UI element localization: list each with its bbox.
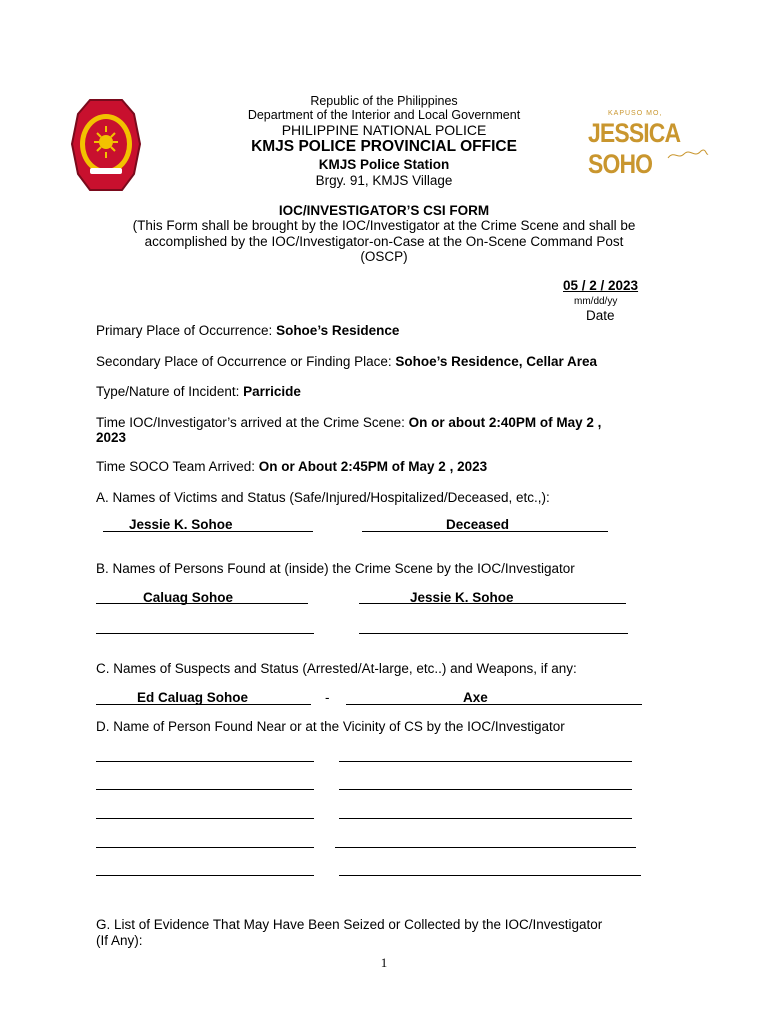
primary-place-value: Sohoe’s Residence: [276, 323, 400, 338]
primary-place-row: [96, 323, 399, 339]
person-found-line-4: [359, 633, 628, 634]
office-title: KMJS POLICE PROVINCIAL OFFICE: [251, 138, 517, 155]
secondary-place-row: [96, 354, 597, 370]
suspect-dash: -: [325, 690, 330, 705]
department-line: Department of the Interior and Local Government: [247, 108, 521, 122]
form-title: IOC/INVESTIGATOR’S CSI FORM: [278, 203, 490, 218]
vicinity-line-2b: [339, 789, 632, 790]
republic-line: Republic of the Philippines: [310, 94, 458, 108]
section-a-label: A. Names of Victims and Status (Safe/Injured/Hospitalized/Deceased, etc.,):: [96, 490, 550, 505]
instruction-line-3: (OSCP): [360, 249, 408, 264]
person-found-2: Jessie K. Sohoe: [410, 590, 514, 605]
suspect-name: Ed Caluag Sohoe: [137, 690, 249, 705]
person-found-line-3: [96, 633, 314, 634]
incident-type-row: [96, 384, 301, 400]
section-d-label: D. Name of Person Found Near or at the Vicinity of CS by the IOC/Investigator: [96, 719, 565, 734]
vicinity-line-2a: [96, 789, 314, 790]
instruction-line-1: (This Form shall be brought by the IOC/Investigator at the Crime Scene and shall be: [132, 218, 636, 233]
victim-status: Deceased: [446, 517, 510, 532]
soco-arrival-row: [96, 459, 487, 475]
weapon-name: Axe: [463, 690, 488, 705]
incident-type-value: Parricide: [243, 384, 301, 399]
vicinity-line-5b: [339, 875, 641, 876]
section-g-label-1: G. List of Evidence That May Have Been Seized or Collected by the IOC/Investigator: [96, 917, 603, 932]
jessica-soho-brand-logo: KAPUSO MO, JESSICA SOHO: [582, 110, 714, 162]
secondary-place-value: Sohoe’s Residence, Cellar Area: [395, 354, 597, 369]
section-c-label: C. Names of Suspects and Status (Arrested/At-large, etc..) and Weapons, if any:: [96, 661, 577, 676]
station-name: KMJS Police Station: [318, 157, 450, 172]
date-value: 05 / 2 / 2023: [563, 278, 639, 293]
person-found-1: Caluag Sohoe: [143, 590, 234, 605]
soco-arrival-label: Time SOCO Team Arrived:: [96, 459, 259, 474]
page-number: 1: [380, 955, 388, 970]
vicinity-line-4b: [335, 847, 636, 848]
vicinity-line-1a: [96, 761, 314, 762]
vicinity-line-4a: [96, 847, 314, 848]
primary-place-label: Primary Place of Occurrence:: [96, 323, 277, 338]
vicinity-line-3b: [339, 818, 632, 819]
date-format: mm/dd/yy: [574, 296, 618, 307]
secondary-place-label: Secondary Place of Occurrence or Finding Place:: [96, 354, 396, 369]
vicinity-line-3a: [96, 818, 314, 819]
section-g-label-2: (If Any):: [96, 933, 143, 948]
incident-type-label: Type/Nature of Incident:: [96, 384, 244, 399]
ioc-arrival-value-cont: 2023: [96, 430, 127, 445]
victim-name: Jessie K. Sohoe: [129, 517, 233, 532]
soco-arrival-value: On or About 2:45PM of May 2 , 2023: [258, 459, 488, 474]
station-address: Brgy. 91, KMJS Village: [315, 173, 453, 188]
date-label: Date: [586, 308, 615, 323]
vicinity-line-1b: [339, 761, 632, 762]
instruction-line-2: accomplished by the IOC/Investigator-on-Case at the On-Scene Command Post: [144, 234, 624, 249]
section-b-label: B. Names of Persons Found at (inside) the Crime Scene by the IOC/Investigator: [96, 561, 575, 576]
ioc-arrival-value: On or about 2:40PM of May 2 ,: [408, 415, 602, 430]
vicinity-line-5a: [96, 875, 314, 876]
pnp-line: PHILIPPINE NATIONAL POLICE: [281, 122, 487, 138]
ioc-arrival-label: Time IOC/Investigator’s arrived at the Crime Scene:: [96, 415, 409, 430]
weapon-line: [346, 704, 642, 705]
ioc-arrival-row: [96, 415, 601, 431]
